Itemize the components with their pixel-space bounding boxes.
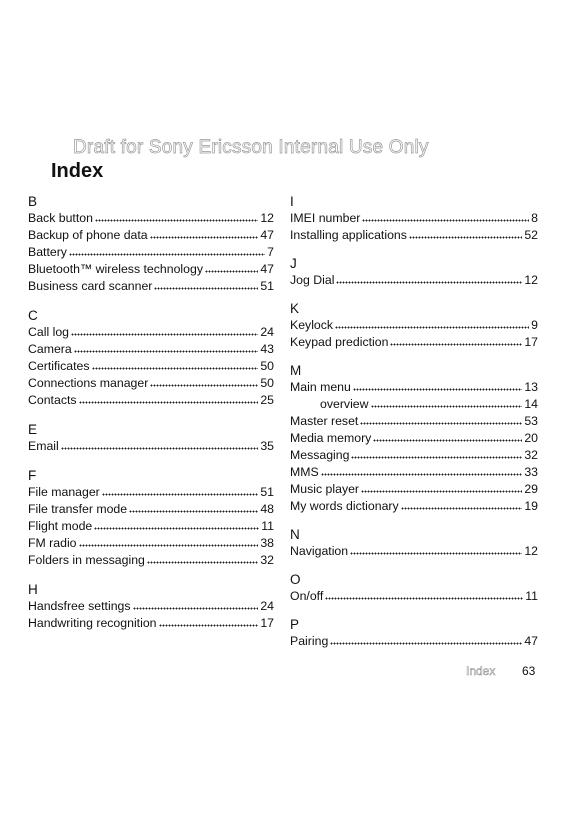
entry-term: Flight mode <box>28 519 93 533</box>
entry-term: Certificates <box>28 359 90 373</box>
section-letter: O <box>290 572 301 587</box>
dot-leader <box>325 591 523 600</box>
entry-page: 47 <box>260 262 274 276</box>
entry-page: 48 <box>260 502 274 516</box>
index-section-p <box>290 617 538 650</box>
entry-term: My words dictionary <box>290 499 399 513</box>
dot-leader <box>69 247 265 256</box>
index-entry <box>290 272 538 289</box>
index-entry <box>28 278 274 295</box>
index-entry <box>28 552 274 569</box>
dot-leader <box>362 213 529 222</box>
entry-term: FM radio <box>28 536 77 550</box>
index-section-c <box>28 308 274 409</box>
entry-page: 51 <box>260 279 274 293</box>
dot-leader <box>351 450 522 459</box>
index-entry <box>290 633 538 650</box>
entry-page: 24 <box>260 599 274 613</box>
section-spacer <box>290 289 538 301</box>
dot-leader <box>159 618 259 627</box>
index-entry <box>290 464 538 481</box>
entry-page: 47 <box>260 228 274 242</box>
dot-leader <box>409 230 522 239</box>
index-entry <box>290 334 538 351</box>
footer-page-number: 63 <box>522 664 536 678</box>
section-spacer <box>290 244 538 256</box>
section-letter: E <box>28 422 38 437</box>
footer-section-label: Index <box>466 664 496 678</box>
dot-leader <box>94 521 259 530</box>
entry-page: 32 <box>260 553 274 567</box>
entry-page: 13 <box>524 380 538 394</box>
entry-term: Jog Dial <box>290 273 335 287</box>
entry-term: Navigation <box>290 544 349 558</box>
index-section-n <box>290 527 538 560</box>
section-letter: F <box>28 468 37 483</box>
entry-page: 35 <box>260 439 274 453</box>
dot-leader <box>133 601 259 610</box>
index-section-k <box>290 301 538 351</box>
dot-leader <box>79 395 259 404</box>
entry-term: Handsfree settings <box>28 599 131 613</box>
entry-page: 38 <box>260 536 274 550</box>
index-entry <box>290 227 538 244</box>
entry-page: 25 <box>260 393 274 407</box>
dot-leader <box>353 382 522 391</box>
index-entry <box>290 413 538 430</box>
entry-page: 8 <box>531 211 538 225</box>
entry-page: 17 <box>260 616 274 630</box>
entry-term: Keypad prediction <box>290 335 389 349</box>
entry-page: 52 <box>524 228 538 242</box>
entry-term: Media memory <box>290 431 372 445</box>
index-entry <box>290 317 538 334</box>
entry-term: Main menu <box>290 380 351 394</box>
entry-term: Business card scanner <box>28 279 153 293</box>
entry-term: overview <box>320 397 369 411</box>
section-letter: H <box>28 582 38 597</box>
entry-term: Email <box>28 439 59 453</box>
entry-page: 11 <box>261 519 274 533</box>
entry-term: Battery <box>28 245 67 259</box>
index-entry <box>28 341 274 358</box>
entry-page: 14 <box>524 397 538 411</box>
index-section-j <box>290 256 538 289</box>
entry-page: 50 <box>260 359 274 373</box>
dot-leader <box>371 399 523 408</box>
entry-page: 17 <box>524 335 538 349</box>
index-entry <box>28 518 274 535</box>
entry-page: 50 <box>260 376 274 390</box>
entry-page: 12 <box>524 273 538 287</box>
dot-leader <box>336 275 522 284</box>
entry-page: 43 <box>260 342 274 356</box>
dot-leader <box>74 344 259 353</box>
entry-term: Connections manager <box>28 376 149 390</box>
index-entry <box>290 481 538 498</box>
entry-page: 12 <box>260 211 274 225</box>
entry-page: 51 <box>260 485 274 499</box>
entry-page: 32 <box>524 448 538 462</box>
index-entry <box>290 379 538 396</box>
entry-term: Master reset <box>290 414 359 428</box>
section-spacer <box>290 351 538 363</box>
dot-leader <box>390 337 522 346</box>
entry-term: On/off <box>290 589 324 603</box>
entry-page: 19 <box>524 499 538 513</box>
index-section-o <box>290 572 538 605</box>
dot-leader <box>147 555 258 564</box>
entry-page: 7 <box>267 245 274 259</box>
entry-term: File manager <box>28 485 100 499</box>
entry-page: 9 <box>531 318 538 332</box>
index-section-e <box>28 422 274 455</box>
dot-leader <box>361 484 522 493</box>
index-entry <box>290 588 538 605</box>
entry-term: IMEI number <box>290 211 361 225</box>
entry-term: Contacts <box>28 393 77 407</box>
dot-leader <box>350 546 522 555</box>
index-entry <box>28 615 274 632</box>
dot-leader <box>154 281 258 290</box>
dot-leader <box>61 441 259 450</box>
entry-term: Keylock <box>290 318 334 332</box>
index-section-f <box>28 468 274 569</box>
index-entry <box>28 501 274 518</box>
entry-term: Music player <box>290 482 360 496</box>
dot-leader <box>321 467 523 476</box>
entry-page: 12 <box>524 544 538 558</box>
entry-term: Installing applications <box>290 228 407 242</box>
dot-leader <box>71 327 258 336</box>
index-subentry <box>290 396 538 413</box>
section-spacer <box>290 515 538 527</box>
entry-term: Handwriting recognition <box>28 616 157 630</box>
section-spacer <box>28 295 274 308</box>
dot-leader <box>150 378 258 387</box>
section-letter: K <box>290 301 300 316</box>
dot-leader <box>95 213 258 222</box>
index-entry <box>28 438 274 455</box>
draft-watermark: Draft for Sony Ericsson Internal Use Only <box>73 137 429 158</box>
index-entry <box>28 375 274 392</box>
index-column-left <box>28 194 274 632</box>
index-entry <box>290 498 538 515</box>
index-entry <box>290 447 538 464</box>
index-entry <box>28 244 274 261</box>
section-letter: J <box>290 256 297 271</box>
section-letter: I <box>290 194 294 209</box>
index-entry <box>290 210 538 227</box>
entry-term: Call log <box>28 325 70 339</box>
entry-term: MMS <box>290 465 319 479</box>
entry-term: Bluetooth™ wireless technology <box>28 262 203 276</box>
index-entry <box>28 261 274 278</box>
index-entry <box>28 484 274 501</box>
dot-leader <box>360 416 522 425</box>
entry-term: Back button <box>28 211 93 225</box>
section-spacer <box>28 409 274 422</box>
entry-term: Backup of phone data <box>28 228 148 242</box>
section-spacer <box>28 455 274 468</box>
entry-term: Camera <box>28 342 72 356</box>
index-section-b <box>28 194 274 295</box>
entry-page: 53 <box>524 414 538 428</box>
section-letter: M <box>290 363 302 378</box>
entry-page: 24 <box>260 325 274 339</box>
dot-leader <box>92 361 259 370</box>
section-spacer <box>28 569 274 582</box>
index-entry <box>28 598 274 615</box>
section-spacer <box>290 605 538 617</box>
index-entry <box>28 535 274 552</box>
dot-leader <box>102 487 259 496</box>
dot-leader <box>79 538 259 547</box>
dot-leader <box>401 501 523 510</box>
page-title: Index <box>51 160 104 182</box>
index-column-right <box>290 194 538 650</box>
index-entry <box>290 543 538 560</box>
entry-page: 20 <box>524 431 538 445</box>
entry-term: File transfer mode <box>28 502 128 516</box>
entry-term: Messaging <box>290 448 350 462</box>
dot-leader <box>373 433 522 442</box>
entry-page: 29 <box>524 482 538 496</box>
section-letter: B <box>28 194 38 209</box>
entry-page: 47 <box>524 634 538 648</box>
index-section-i <box>290 194 538 244</box>
dot-leader <box>330 636 522 645</box>
index-entry <box>28 392 274 409</box>
dot-leader <box>129 504 258 513</box>
index-entry <box>28 227 274 244</box>
index-section-h <box>28 582 274 632</box>
entry-page: 33 <box>524 465 538 479</box>
index-entry <box>28 210 274 227</box>
index-entry <box>290 430 538 447</box>
index-entry <box>28 358 274 375</box>
entry-term: Pairing <box>290 634 329 648</box>
section-letter: N <box>290 527 300 542</box>
dot-leader <box>150 230 259 239</box>
entry-term: Folders in messaging <box>28 553 145 567</box>
section-letter: C <box>28 308 38 323</box>
index-entry <box>28 324 274 341</box>
section-spacer <box>290 560 538 572</box>
entry-page: 11 <box>525 589 538 603</box>
index-section-m <box>290 363 538 515</box>
section-letter: P <box>290 617 300 632</box>
dot-leader <box>205 264 258 273</box>
dot-leader <box>335 320 529 329</box>
